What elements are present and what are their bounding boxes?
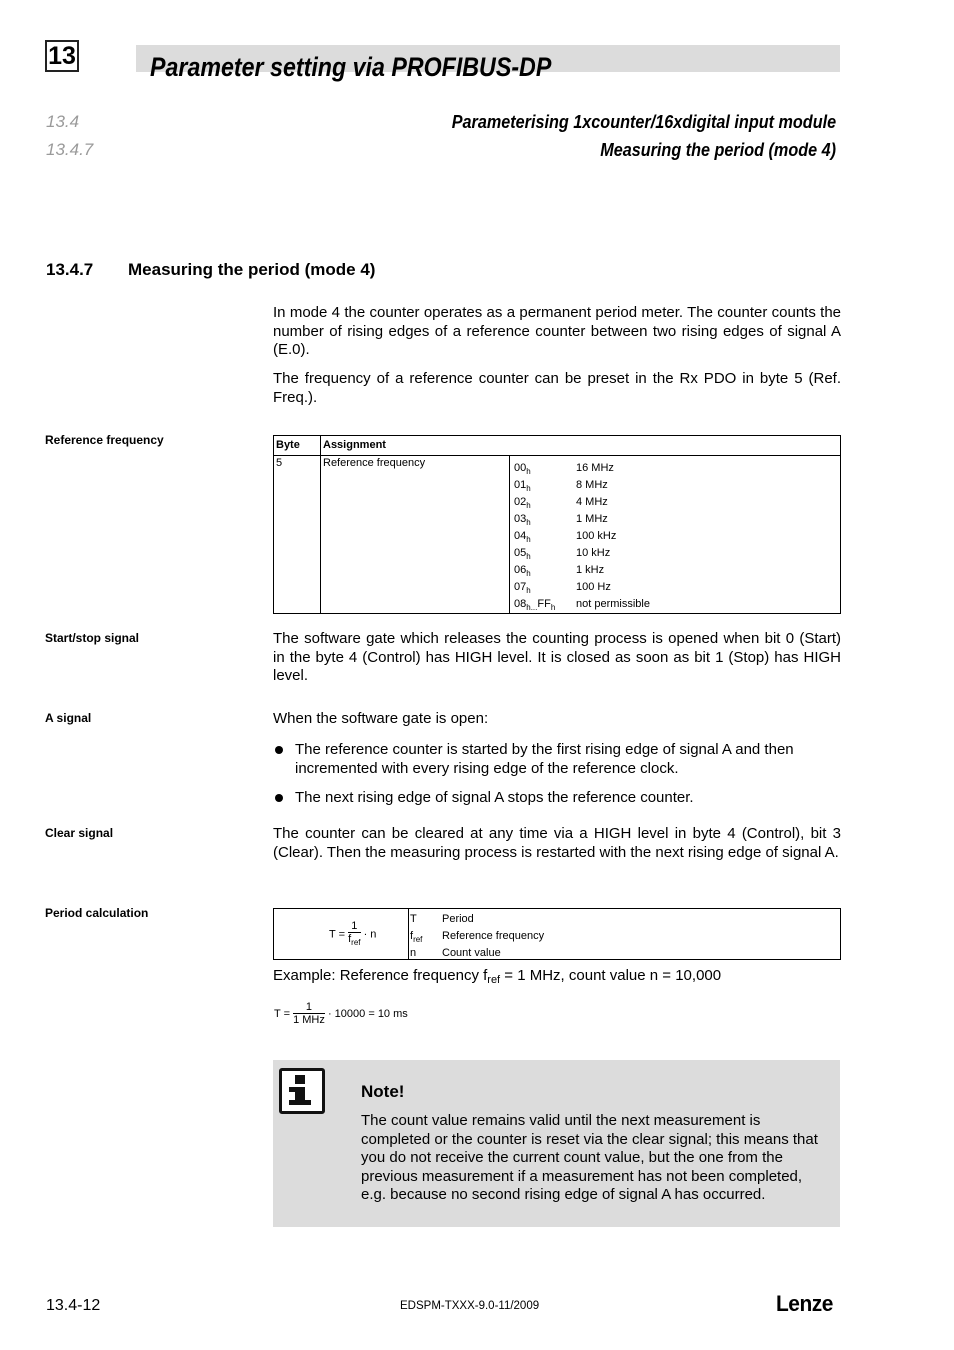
period-formula-table [273,908,841,960]
header-byte: Byte [274,436,321,456]
cell-code-list [510,456,841,614]
a-signal-intro: When the software gate is open: [273,710,489,727]
clear-signal-paragraph: The counter can be cleared at any time via a HIGH level in byte 4 (Control), bit 3 (Clear). Then the measuring process is restarted with the next rising edge of signal A. [273,825,841,861]
list-item: $f_{ref}$ Reference frequency [410,930,545,944]
document-id: EDSPM-TXXX-9.0-11/2009 [400,1300,540,1312]
section-heading [46,260,375,280]
example-formula: T = $\frac{1}{\text{1 MHz}}$ · 10000 = 10 ms [274,1001,408,1026]
variable-list [410,911,544,962]
margin-label-period-calculation: Period calculation [45,906,149,920]
list-item: $04_h$ 100 kHz [514,530,617,544]
example-fraction: $\frac{1}{\text{1 MHz}}$ [293,1001,325,1026]
list-item: The reference counter is started by the first rising edge of signal A and then incremented with every rising edge of the reference clock. [273,740,841,778]
section-title: Measuring the period (mode 4) [128,260,376,279]
subsubsection-title: Measuring the period (mode 4) [600,140,836,160]
page-number: 13.4-12 [46,1297,101,1314]
header-assignment: Assignment [321,436,841,456]
list-item: $06_h$ 1 kHz [514,564,605,578]
margin-label-a-signal: A signal [45,711,92,725]
list-item: T Period [410,913,474,925]
start-stop-paragraph: The software gate which releases the counting process is opened when bit 0 (Start) in the byte 4 (Control) has HIGH level. It is closed as soon as bit 1 (Stop) has HIGH level. [273,630,841,684]
note-text: The count value remains valid until the next measurement is completed or the counter is reset via the clear signal; this means that you do not receive the current count value, but the one from the previous measurement if a measurement has not been completed, e.g. because no second rising edge of signal A has occurred. [361,1112,818,1203]
list-item: The next rising edge of signal A stops the reference counter. [273,788,841,807]
table-header-row [274,436,841,456]
formula-fraction: $\frac{1}{f_{ref}}$ [348,920,361,947]
list-item: $07_h$ 100 Hz [514,581,611,595]
lenze-logo: Lenze [776,1291,833,1316]
list-item: $03_h$ 1 MHz [514,513,608,527]
chapter-title: Parameter setting via PROFIBUS-DP [150,52,552,82]
cell-byte: 5 [274,456,321,614]
margin-label-clear-signal: Clear signal [45,826,114,840]
note-box [273,1060,840,1227]
code-list [514,456,838,613]
list-item: $05_h$ 10 kHz [514,547,611,561]
list-item: $08_{h...}FF_h$ not permissible [514,598,650,612]
note-title: Note! [361,1082,405,1101]
list-item: $00_h$ 16 MHz [514,462,614,476]
intro-paragraph-1: In mode 4 the counter operates as a permanent period meter. The counter counts the number of rising edges of a reference counter between two rising edges of signal A (E.0). [273,304,841,358]
subsection-title: Parameterising 1xcounter/16xdigital input module [451,112,836,132]
section-number: 13.4.7 [46,260,94,279]
info-icon [279,1068,325,1114]
example-text: Example: Reference frequency $f_{ref} = 1$ MHz, count value n = 10,000 [273,967,722,986]
cell-assignment: Reference frequency [321,456,510,614]
margin-label-reference-frequency: Reference frequency [45,433,164,447]
chapter-number-box: 13 [45,40,79,72]
list-item: n Count value [410,947,501,959]
table-row [274,456,841,614]
intro-paragraph-2: The frequency of a reference counter can be preset in the Rx PDO in byte 5 (Ref. Freq.). [273,370,841,406]
period-formula: T = $\frac{1}{f_{ref}}$ · n [274,909,409,959]
subsubsection-number: 13.4.7 [46,140,94,159]
reference-frequency-table [273,435,841,614]
a-signal-bullet-list [273,740,841,817]
margin-label-start-stop: Start/stop signal [45,631,140,645]
subsection-number: 13.4 [46,112,80,131]
list-item: $02_h$ 4 MHz [514,496,608,510]
list-item: $01_h$ 8 MHz [514,479,608,493]
